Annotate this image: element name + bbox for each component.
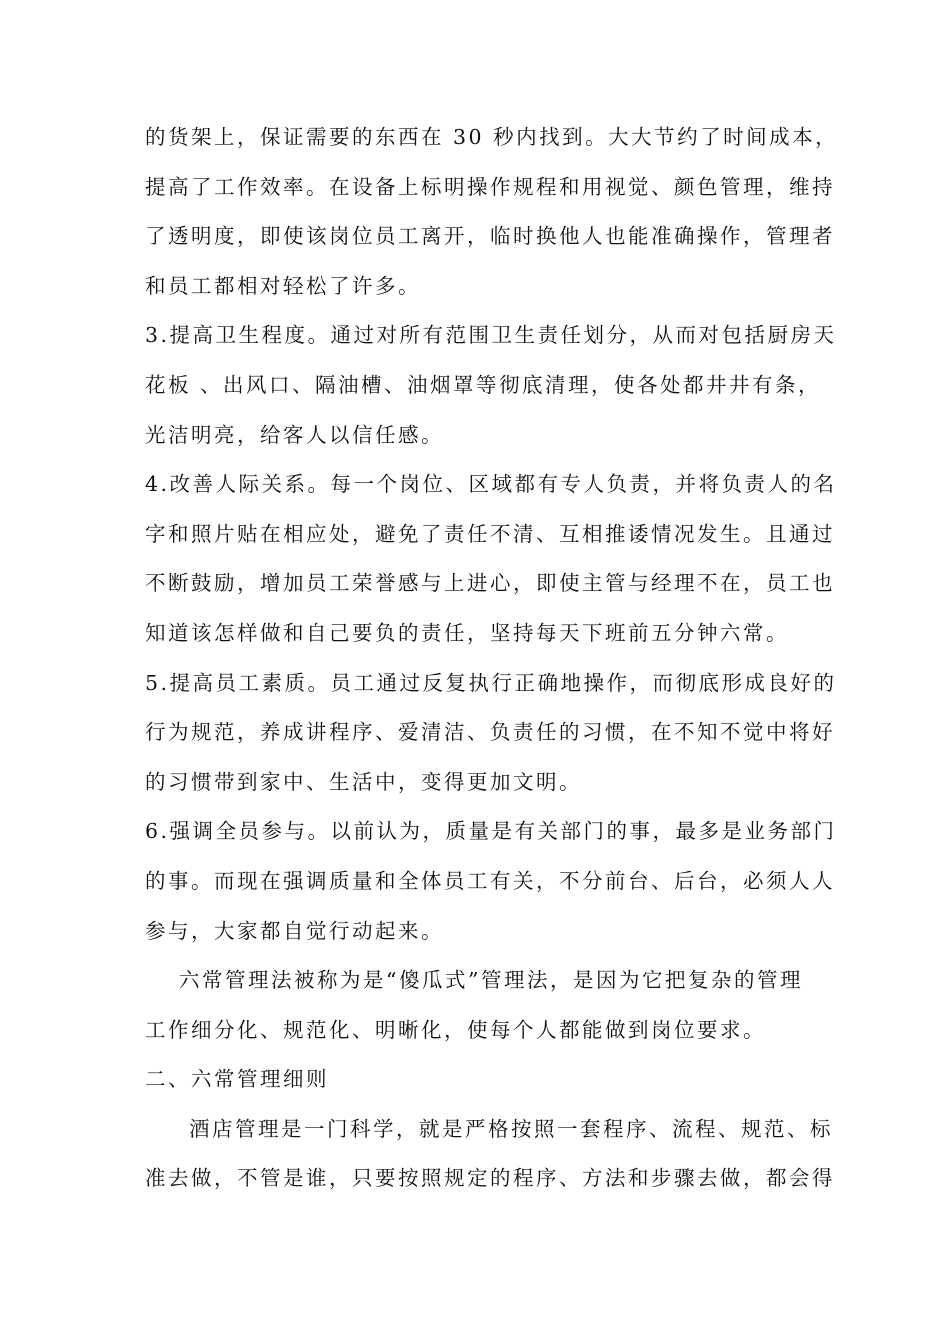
text-line: 工作细分化、规范化、明晰化，使每个人都能做到岗位要求。 [145,1017,766,1042]
text-line: 不断鼓励，增加员工荣誉感与上进心，即使主管与经理不在，员工也 [145,571,835,596]
text-line: 的事。而现在强调质量和全体员工有关，不分前台、后台，必须人人 [145,868,835,893]
text-line: 知道该怎样做和自己要负的责任，坚持每天下班前五分钟六常。 [145,620,789,645]
text-line: 光洁明亮，给客人以信任感。 [145,422,444,447]
section-heading: 二、六常管理细则 [145,1067,329,1092]
text-line: 花板 、出风口、隔油槽、油烟罩等彻底清理，使各处都井井有条， [145,372,822,397]
text-line: 准去做，不管是谁，只要按照规定的程序、方法和步骤去做，都会得 [145,1166,835,1191]
list-item-3: 3.提高卫生程度。通过对所有范围卫生责任划分，从而对包括厨房天 [145,323,837,348]
text-line: 参与，大家都自觉行动起来。 [145,918,444,943]
list-item-5: 5.提高员工素质。员工通过反复执行正确地操作，而彻底形成良好的 [145,670,837,695]
list-item-4: 4.改善人际关系。每一个岗位、区域都有专人负责，并将负责人的名 [145,472,837,497]
text-line: 了透明度，即使该岗位员工离开，临时换他人也能准确操作，管理者 [145,224,835,249]
list-item-6: 6.强调全员参与。以前认为，质量是有关部门的事，最多是业务部门 [145,819,837,844]
paragraph-start: 酒店管理是一门科学，就是严格按照一套程序、流程、规范、标 [189,1116,833,1141]
document-body [145,113,839,1204]
text-line: 的习惯带到家中、生活中，变得更加文明。 [145,769,582,794]
text-line: 字和照片贴在相应处，避免了责任不清、互相推诿情况发生。且通过 [145,521,835,546]
paragraph-start: 六常管理法被称为是“傻瓜式”管理法，是因为它把复杂的管理 [179,968,803,993]
text-line: 的货架上，保证需要的东西在 30 秒内找到。大大节约了时间成本， [145,125,839,149]
text-line: 行为规范，养成讲程序、爱清洁、负责任的习惯，在不知不觉中将好 [145,720,835,745]
text-line: 和员工都相对轻松了许多。 [145,273,421,298]
text-line: 提高了工作效率。在设备上标明操作规程和用视觉、颜色管理，维持 [145,174,835,199]
